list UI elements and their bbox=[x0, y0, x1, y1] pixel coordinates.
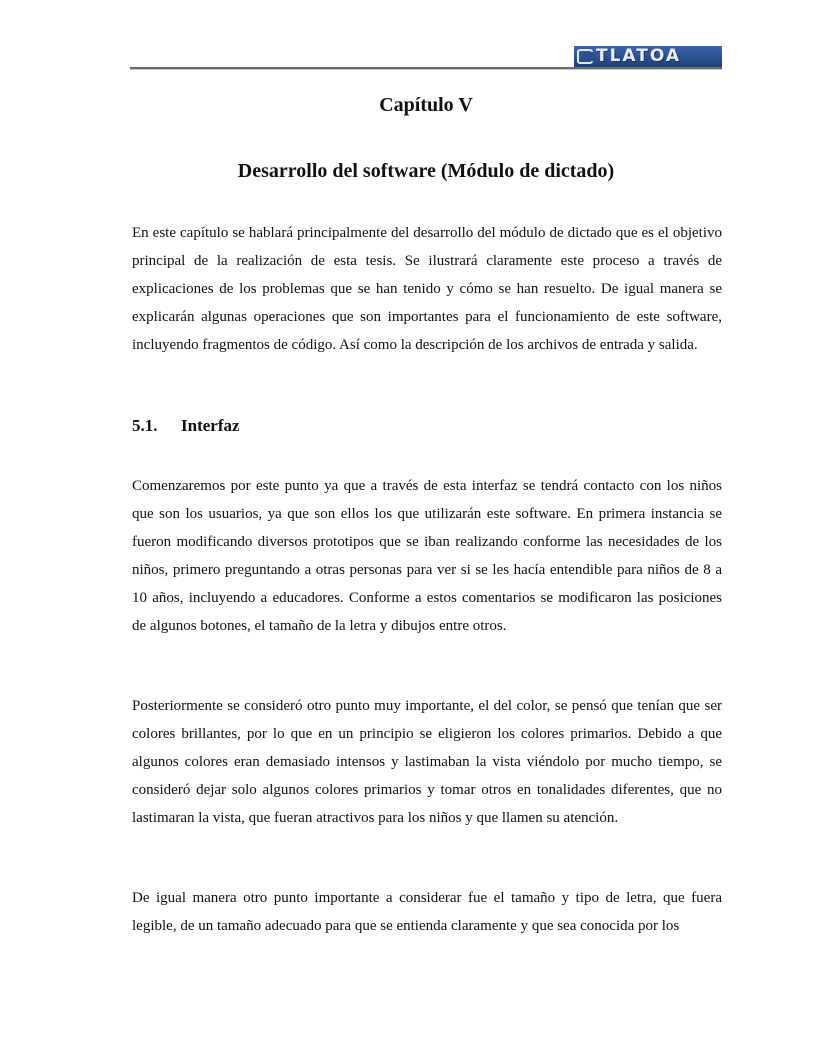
header-rule bbox=[130, 67, 722, 70]
logo-text: TLATOA bbox=[596, 46, 682, 66]
interfaz-paragraph-1: Comenzaremos por este punto ya que a través de esta interfaz se tendrá contacto con los niños que son los usuarios, ya que son ellos los que utilizarán este software. En primera instancia se fueron modificando diversos prototipos que se iban realizando conforme las necesidades de los niños, primero preguntando a otras personas para ver si se les hacía entendible para niños de 8 a 10 años, incluyendo a educadores. Conforme a estos comentarios se modificaron las posiciones de algunos botones, el tamaño de la letra y dibujos entre otros. bbox=[132, 478, 722, 634]
chapter-label: Capítulo V bbox=[379, 94, 473, 116]
intro-paragraph: En este capítulo se hablará principalmente del desarrollo del módulo de dictado que es el objetivo principal de la realización de esta tesis. Se ilustrará claramente este proceso a través de explicaciones de los problemas que se han tenido y cómo se han resuelto. De igual manera se explicarán algunas operaciones que son importantes para el funcionamiento de este software, incluyendo fragmentos de código. Así como la descripción de los archivos de entrada y salida. bbox=[132, 225, 722, 353]
tlatoa-logo bbox=[574, 46, 722, 67]
logo-mark-icon bbox=[574, 46, 596, 67]
section-number: 5.1. bbox=[132, 416, 158, 435]
section-heading bbox=[132, 416, 240, 436]
chapter-title: Desarrollo del software (Módulo de dictado) bbox=[237, 160, 615, 182]
interfaz-paragraph-3: De igual manera otro punto importante a considerar fue el tamaño y tipo de letra, que fuera legible, de un tamaño adecuado para que se entienda claramente y que sea conocida por los bbox=[132, 890, 722, 934]
interfaz-paragraph-2: Posteriormente se consideró otro punto muy importante, el del color, se pensó que tenían que ser colores brillantes, por lo que en un principio se eligieron los colores primarios. Debido a que algunos colores eran demasiado intensos y lastimaban la vista viéndolo por mucho tiempo, se consideró dejar solo algunos colores primarios y tomar otros en tonalidades diferentes, que no lastimaran la vista, que fueran atractivos para los niños y que llamen su atención. bbox=[132, 698, 722, 826]
section-title: Interfaz bbox=[181, 416, 240, 435]
